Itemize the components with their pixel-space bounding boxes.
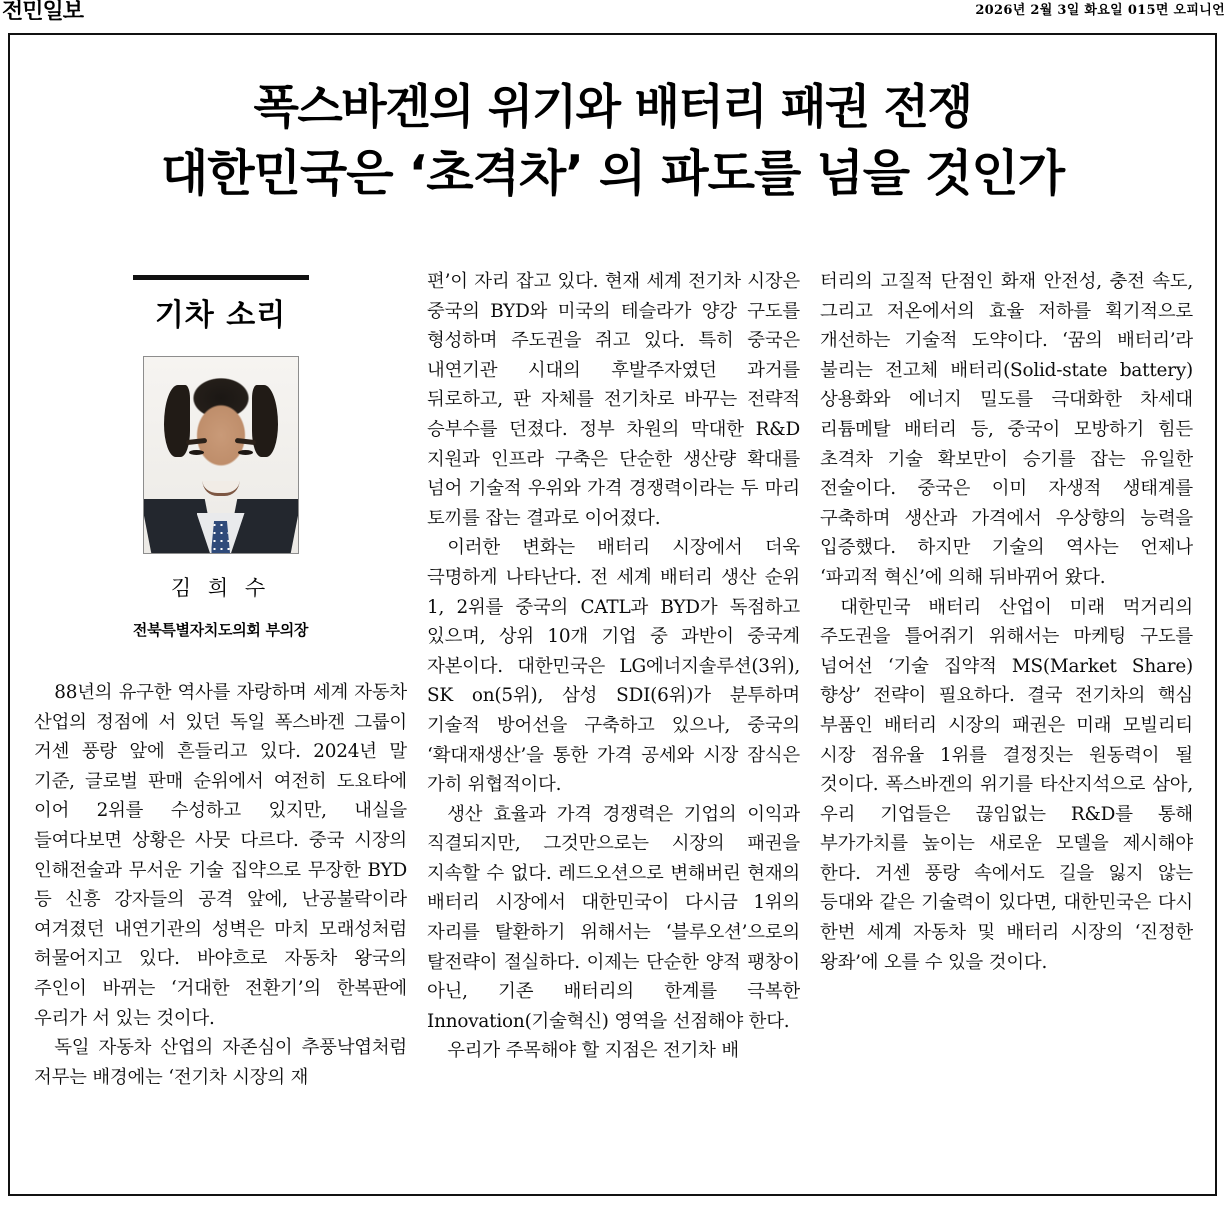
column-3-body xyxy=(820,267,1193,977)
portrait-mouth xyxy=(202,481,239,496)
portrait-brow-right xyxy=(234,438,255,445)
portrait-eye-right xyxy=(238,450,253,455)
paragraph: 터리의 고질적 단점인 화재 안전성, 충전 속도, 그리고 저온에서의 효율 저하를 획기적으로 개선하는 기술적 도약이다. ‘꿈의 배터리’라 불리는 전고체 배터리(Solid-state battery) 상용화와 에너지 밀도를 극대화한 차세대 리튬메탈 배터리 등, 중국이 모방하기 힘든 초격차 기술 확보만이 승기를 잡는 유일한 전술이다. 중국은 이미 자생적 생태계를 구축하며 생산과 가격에서 우상향의 능력을 입증했다. 하지만 기술의 역사는 언제나 ‘파괴적 혁신’에 의해 뒤바뀌어 왔다. xyxy=(820,271,1193,588)
paragraph: 편’이 자리 잡고 있다. 현재 세계 전기차 시장은 중국의 BYD와 미국의 테슬라가 양강 구도를 형성하며 주도권을 쥐고 있다. 특히 중국은 내연기관 시대의 후발주자였던 과거를 뒤로하고, 판 자체를 전기차로 바꾸는 전략적 승부수를 던졌다. 정부 차원의 막대한 R&D 지원과 인프라 구축은 단순한 생산량 확대를 넘어 기술적 우위와 가격 경쟁력이라는 두 마리 토끼를 잡는 결과로 이어졌다. xyxy=(427,271,800,529)
column-1-body xyxy=(34,678,407,1092)
paragraph: 생산 효율과 가격 경쟁력은 기업의 이익과 직결되지만, 그것만으로는 시장의 패권을 지속할 수 없다. 레드오션으로 변해버린 현재의 배터리 시장에서 대한민국이 다시금 1위의 자리를 탈환하기 위해서는 ‘블루오션’으로의 탈전략이 절실하다. 이제는 단순한 양적 팽창이 아닌, 기존 배터리의 한계를 극복한 Innovation(기술혁신) 영역을 선점해야 한다. xyxy=(427,803,800,1032)
column-3 xyxy=(810,267,1203,1177)
paragraph: 88년의 유구한 역사를 자랑하며 세계 자동차 산업의 정점에 서 있던 독일 폭스바겐 그룹이 거센 풍랑 앞에 흔들리고 있다. 2024년 말 기준, 글로벌 판매 순위에서 여전히 도요타에 이어 2위를 수성하고 있지만, 내실을 들여다보면 상황은 사뭇 다르다. 중국 시장의 인해전술과 무서운 기술 집약으로 무장한 BYD 등 신흥 강자들의 공격 앞에, 난공불락이라 여겨졌던 내연기관의 성벽은 마치 모래성처럼 허물어지고 있다. 바야흐로 자동차 왕국의 주인이 바뀌는 ‘거대한 전환기’의 한복판에 우리가 서 있는 것이다. xyxy=(34,682,407,1029)
paragraph: 이러한 변화는 배터리 시장에서 더욱 극명하게 나타난다. 전 세계 배터리 생산 순위 1, 2위를 중국의 CATL과 BYD가 독점하고 있으며, 상위 10개 기업 중 과반이 중국계 자본이다. 대한민국은 LG에너지솔루션(3위), SK on(5위), 삼성 SDI(6위)가 분투하며 기술적 방어선을 구축하고 있으나, 중국의 ‘확대재생산’을 통한 가격 공세와 시장 잠식은 가히 위협적이다. xyxy=(427,537,800,796)
portrait-brow-left xyxy=(185,438,206,445)
headline xyxy=(10,75,1215,207)
article-columns xyxy=(24,267,1204,1177)
byline-divider xyxy=(133,275,309,280)
paragraph: 우리가 주목해야 할 지점은 전기차 배 xyxy=(447,1040,739,1062)
portrait-hair-left xyxy=(164,385,190,457)
author-photo xyxy=(143,356,299,554)
newspaper-title: 전민일보 xyxy=(2,0,84,24)
column-2 xyxy=(417,267,810,1177)
author-portrait-image xyxy=(144,357,298,553)
page-frame xyxy=(8,33,1217,1196)
masthead xyxy=(0,0,1229,30)
author-affiliation: 전북특별자치도의회 부의장 xyxy=(132,621,309,639)
column-1 xyxy=(24,267,417,1177)
column-series-title: 기차 소리 xyxy=(154,298,287,333)
column-2-body xyxy=(427,267,800,1066)
paragraph: 대한민국 배터리 산업이 미래 먹거리의 주도권을 틀어쥐기 위해서는 마케팅 구도를 넘어선 ‘기술 집약적 MS(Market Share) 향상’ 전략이 필요하다. 결국 전기차의 핵심 부품인 배터리 시장의 패권은 미래 모빌리티 시장 점유율 1위를 결정짓는 원동력이 될 것이다. 폭스바겐의 위기를 타산지석으로 삼아, 우리 기업들은 끊임없는 R&D를 통해 부가가치를 높이는 새로운 모델을 제시해야 한다. 거센 풍랑 속에서도 길을 잃지 않는 등대와 같은 기술력이 있다면, 대한민국은 다시 한번 세계 자동차 및 배터리 시장의 ‘진정한 왕좌’에 오를 수 있을 것이다. xyxy=(820,596,1193,973)
headline-line-1: 폭스바겐의 위기와 배터리 패권 전쟁 xyxy=(253,80,972,135)
headline-line-2: 대한민국은 ‘초격차’ 의 파도를 넘을 것인가 xyxy=(160,145,1065,202)
paragraph: 독일 자동차 산업의 자존심이 추풍낙엽처럼 저무는 배경에는 ‘전기차 시장의 재 xyxy=(34,1037,407,1088)
portrait-tie xyxy=(211,521,230,553)
portrait-hair-right xyxy=(252,385,278,457)
issue-dateline: 2026년 2월 3일 화요일 015면 오피니언 xyxy=(975,3,1225,18)
author-name: 김 희 수 xyxy=(170,576,271,600)
portrait-eye-left xyxy=(189,450,204,455)
